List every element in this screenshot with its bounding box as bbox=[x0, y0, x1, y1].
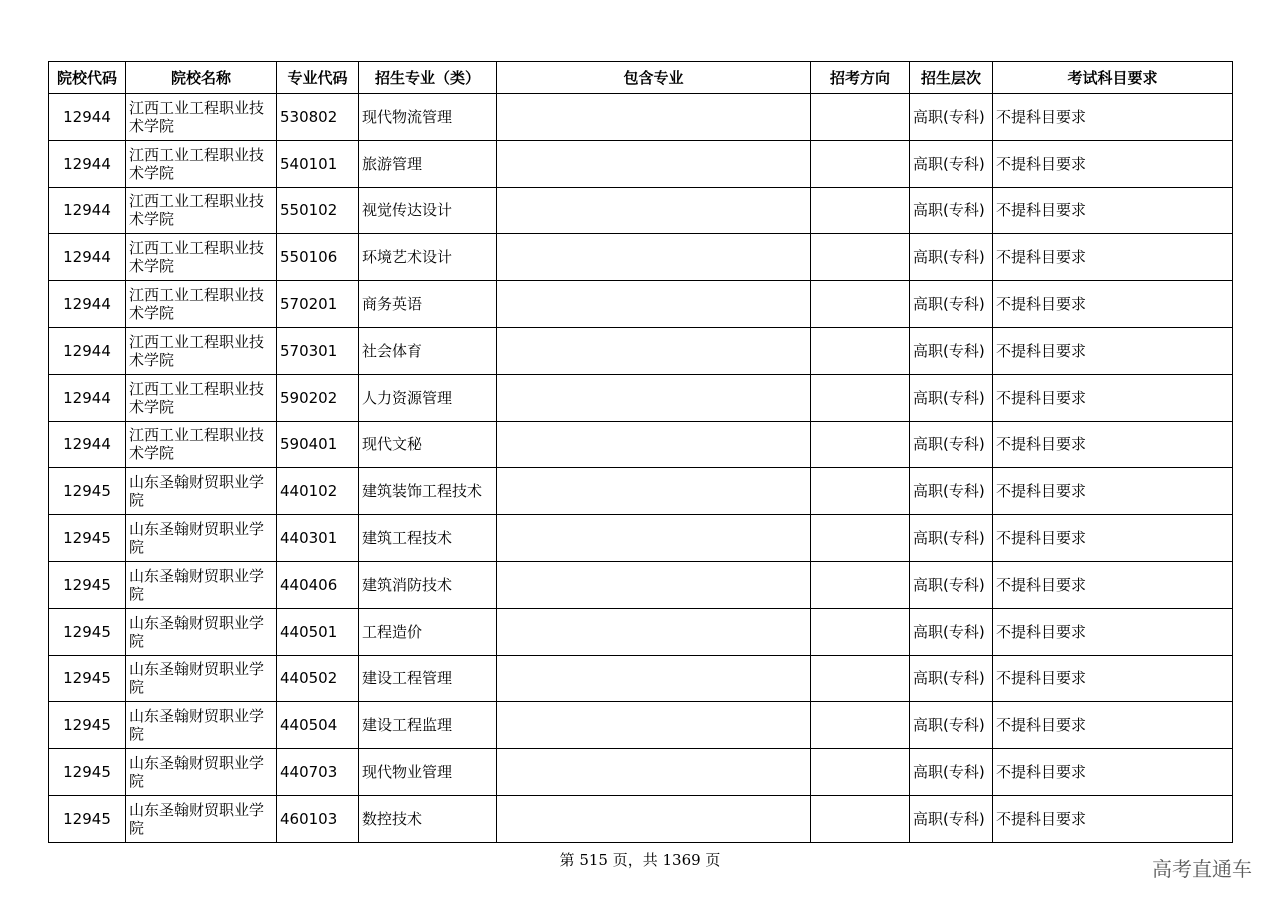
table-row bbox=[49, 749, 1233, 796]
cell-school-code: 12945 bbox=[49, 561, 126, 608]
cell-level: 高职(专科) bbox=[910, 421, 993, 468]
cell-major: 建设工程监理 bbox=[359, 702, 497, 749]
cell-direction bbox=[811, 187, 910, 234]
header-direction: 招考方向 bbox=[811, 62, 910, 94]
cell-school-code: 12945 bbox=[49, 749, 126, 796]
cell-major-code: 550102 bbox=[277, 187, 359, 234]
cell-subjects: 不提科目要求 bbox=[993, 608, 1233, 655]
cell-subjects: 不提科目要求 bbox=[993, 421, 1233, 468]
cell-school-code: 12944 bbox=[49, 234, 126, 281]
cell-major: 人力资源管理 bbox=[359, 374, 497, 421]
cell-level: 高职(专科) bbox=[910, 515, 993, 562]
cell-school-code: 12944 bbox=[49, 374, 126, 421]
cell-major-code: 440501 bbox=[277, 608, 359, 655]
cell-subjects: 不提科目要求 bbox=[993, 515, 1233, 562]
cell-major-code: 440504 bbox=[277, 702, 359, 749]
cell-level: 高职(专科) bbox=[910, 655, 993, 702]
watermark: 高考直通车 bbox=[1152, 857, 1252, 881]
cell-major: 现代文秘 bbox=[359, 421, 497, 468]
cell-level: 高职(专科) bbox=[910, 608, 993, 655]
cell-subjects: 不提科目要求 bbox=[993, 234, 1233, 281]
cell-school-name: 江西工业工程职业技术学院 bbox=[126, 281, 277, 328]
cell-included-majors bbox=[497, 795, 811, 842]
cell-school-code: 12945 bbox=[49, 608, 126, 655]
cell-major-code: 440502 bbox=[277, 655, 359, 702]
cell-school-code: 12944 bbox=[49, 421, 126, 468]
cell-school-name: 山东圣翰财贸职业学院 bbox=[126, 561, 277, 608]
cell-included-majors bbox=[497, 608, 811, 655]
cell-school-code: 12944 bbox=[49, 187, 126, 234]
cell-major: 建筑消防技术 bbox=[359, 561, 497, 608]
cell-level: 高职(专科) bbox=[910, 749, 993, 796]
cell-school-code: 12945 bbox=[49, 795, 126, 842]
cell-school-name: 江西工业工程职业技术学院 bbox=[126, 140, 277, 187]
table-row bbox=[49, 327, 1233, 374]
cell-direction bbox=[811, 515, 910, 562]
header-school-code: 院校代码 bbox=[49, 62, 126, 94]
cell-school-code: 12944 bbox=[49, 94, 126, 141]
cell-school-code: 12945 bbox=[49, 702, 126, 749]
cell-school-code: 12945 bbox=[49, 468, 126, 515]
header-subjects: 考试科目要求 bbox=[993, 62, 1233, 94]
cell-school-name: 江西工业工程职业技术学院 bbox=[126, 234, 277, 281]
cell-direction bbox=[811, 94, 910, 141]
header-major-code: 专业代码 bbox=[277, 62, 359, 94]
page-number: 第 515 页，共 1369 页 bbox=[559, 851, 721, 869]
cell-direction bbox=[811, 281, 910, 328]
cell-major: 建筑工程技术 bbox=[359, 515, 497, 562]
table-row bbox=[49, 187, 1233, 234]
table-row bbox=[49, 140, 1233, 187]
cell-major-code: 460103 bbox=[277, 795, 359, 842]
cell-subjects: 不提科目要求 bbox=[993, 561, 1233, 608]
cell-major-code: 590202 bbox=[277, 374, 359, 421]
cell-level: 高职(专科) bbox=[910, 327, 993, 374]
cell-school-code: 12944 bbox=[49, 281, 126, 328]
cell-major-code: 570301 bbox=[277, 327, 359, 374]
cell-level: 高职(专科) bbox=[910, 468, 993, 515]
cell-major: 数控技术 bbox=[359, 795, 497, 842]
table-row bbox=[49, 374, 1233, 421]
cell-major: 建设工程管理 bbox=[359, 655, 497, 702]
cell-level: 高职(专科) bbox=[910, 374, 993, 421]
enrollment-table bbox=[48, 61, 1233, 843]
table-row bbox=[49, 795, 1233, 842]
cell-school-name: 山东圣翰财贸职业学院 bbox=[126, 468, 277, 515]
header-row bbox=[49, 62, 1233, 94]
table-body bbox=[49, 94, 1233, 843]
cell-level: 高职(专科) bbox=[910, 561, 993, 608]
cell-subjects: 不提科目要求 bbox=[993, 327, 1233, 374]
cell-major-code: 440301 bbox=[277, 515, 359, 562]
cell-school-name: 江西工业工程职业技术学院 bbox=[126, 327, 277, 374]
cell-included-majors bbox=[497, 749, 811, 796]
cell-included-majors bbox=[497, 468, 811, 515]
cell-direction bbox=[811, 421, 910, 468]
table-row bbox=[49, 608, 1233, 655]
cell-level: 高职(专科) bbox=[910, 281, 993, 328]
cell-major-code: 540101 bbox=[277, 140, 359, 187]
cell-level: 高职(专科) bbox=[910, 187, 993, 234]
cell-included-majors bbox=[497, 702, 811, 749]
header-school-name: 院校名称 bbox=[126, 62, 277, 94]
cell-subjects: 不提科目要求 bbox=[993, 94, 1233, 141]
cell-subjects: 不提科目要求 bbox=[993, 795, 1233, 842]
cell-school-name: 山东圣翰财贸职业学院 bbox=[126, 515, 277, 562]
cell-major-code: 440102 bbox=[277, 468, 359, 515]
cell-school-code: 12944 bbox=[49, 327, 126, 374]
cell-included-majors bbox=[497, 421, 811, 468]
table-row bbox=[49, 655, 1233, 702]
cell-subjects: 不提科目要求 bbox=[993, 749, 1233, 796]
table-row bbox=[49, 561, 1233, 608]
cell-major: 现代物业管理 bbox=[359, 749, 497, 796]
cell-school-name: 山东圣翰财贸职业学院 bbox=[126, 749, 277, 796]
cell-subjects: 不提科目要求 bbox=[993, 655, 1233, 702]
cell-direction bbox=[811, 234, 910, 281]
cell-major: 商务英语 bbox=[359, 281, 497, 328]
cell-major: 环境艺术设计 bbox=[359, 234, 497, 281]
cell-subjects: 不提科目要求 bbox=[993, 468, 1233, 515]
cell-school-name: 江西工业工程职业技术学院 bbox=[126, 421, 277, 468]
header-major: 招生专业（类） bbox=[359, 62, 497, 94]
cell-school-name: 山东圣翰财贸职业学院 bbox=[126, 702, 277, 749]
table-row bbox=[49, 515, 1233, 562]
cell-major: 建筑装饰工程技术 bbox=[359, 468, 497, 515]
cell-included-majors bbox=[497, 327, 811, 374]
cell-school-code: 12945 bbox=[49, 655, 126, 702]
cell-included-majors bbox=[497, 140, 811, 187]
cell-major: 社会体育 bbox=[359, 327, 497, 374]
cell-major: 工程造价 bbox=[359, 608, 497, 655]
table-row bbox=[49, 94, 1233, 141]
cell-direction bbox=[811, 608, 910, 655]
cell-major: 旅游管理 bbox=[359, 140, 497, 187]
cell-subjects: 不提科目要求 bbox=[993, 187, 1233, 234]
cell-school-name: 江西工业工程职业技术学院 bbox=[126, 374, 277, 421]
cell-major-code: 530802 bbox=[277, 94, 359, 141]
cell-subjects: 不提科目要求 bbox=[993, 281, 1233, 328]
cell-included-majors bbox=[497, 94, 811, 141]
cell-major: 视觉传达设计 bbox=[359, 187, 497, 234]
cell-direction bbox=[811, 702, 910, 749]
cell-direction bbox=[811, 468, 910, 515]
cell-school-name: 江西工业工程职业技术学院 bbox=[126, 187, 277, 234]
cell-school-code: 12945 bbox=[49, 515, 126, 562]
cell-subjects: 不提科目要求 bbox=[993, 374, 1233, 421]
cell-included-majors bbox=[497, 234, 811, 281]
cell-level: 高职(专科) bbox=[910, 702, 993, 749]
cell-direction bbox=[811, 327, 910, 374]
cell-major-code: 440406 bbox=[277, 561, 359, 608]
table-row bbox=[49, 281, 1233, 328]
cell-major-code: 590401 bbox=[277, 421, 359, 468]
cell-major-code: 440703 bbox=[277, 749, 359, 796]
cell-level: 高职(专科) bbox=[910, 234, 993, 281]
cell-major-code: 570201 bbox=[277, 281, 359, 328]
cell-school-name: 山东圣翰财贸职业学院 bbox=[126, 795, 277, 842]
header-level: 招生层次 bbox=[910, 62, 993, 94]
cell-subjects: 不提科目要求 bbox=[993, 140, 1233, 187]
cell-direction bbox=[811, 140, 910, 187]
cell-level: 高职(专科) bbox=[910, 140, 993, 187]
cell-school-name: 江西工业工程职业技术学院 bbox=[126, 94, 277, 141]
table-row bbox=[49, 468, 1233, 515]
cell-included-majors bbox=[497, 515, 811, 562]
table-row bbox=[49, 702, 1233, 749]
cell-level: 高职(专科) bbox=[910, 795, 993, 842]
cell-school-name: 山东圣翰财贸职业学院 bbox=[126, 655, 277, 702]
cell-direction bbox=[811, 655, 910, 702]
header-included-majors: 包含专业 bbox=[497, 62, 811, 94]
table-row bbox=[49, 421, 1233, 468]
cell-direction bbox=[811, 749, 910, 796]
cell-direction bbox=[811, 795, 910, 842]
cell-direction bbox=[811, 561, 910, 608]
cell-direction bbox=[811, 374, 910, 421]
cell-subjects: 不提科目要求 bbox=[993, 702, 1233, 749]
cell-level: 高职(专科) bbox=[910, 94, 993, 141]
table-row bbox=[49, 234, 1233, 281]
cell-major-code: 550106 bbox=[277, 234, 359, 281]
cell-included-majors bbox=[497, 374, 811, 421]
cell-included-majors bbox=[497, 187, 811, 234]
cell-school-code: 12944 bbox=[49, 140, 126, 187]
cell-major: 现代物流管理 bbox=[359, 94, 497, 141]
cell-included-majors bbox=[497, 655, 811, 702]
cell-included-majors bbox=[497, 281, 811, 328]
cell-included-majors bbox=[497, 561, 811, 608]
cell-school-name: 山东圣翰财贸职业学院 bbox=[126, 608, 277, 655]
